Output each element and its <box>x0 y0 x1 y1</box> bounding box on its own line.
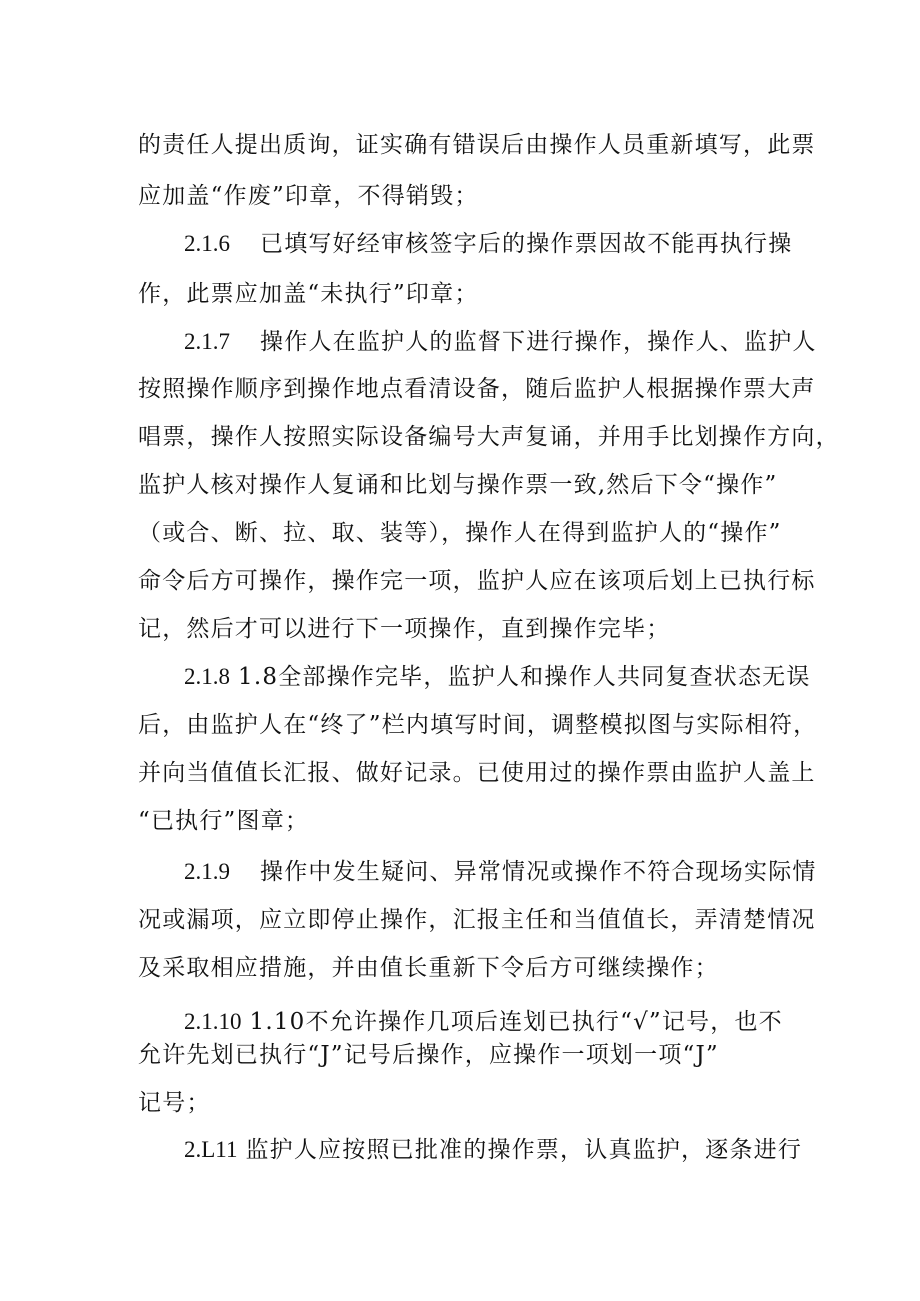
clause-number: 2.L11 <box>184 1137 238 1162</box>
line-text: 监护人应按照已批准的操作票，认真监护，逐条进行 <box>245 1137 803 1163</box>
text-line <box>138 904 816 936</box>
line-text: （或合、断、拉、取、装等），操作人在得到监护人的“操作” <box>138 520 782 546</box>
text-line <box>138 709 818 741</box>
line-text: 唱票，操作人按照实际设备编号大声复诵，并用手比划操作方向， <box>138 424 840 450</box>
line-text: 应加盖“作废”印章，不得销毁； <box>138 183 479 209</box>
text-line <box>138 613 798 645</box>
line-text: “已执行”图章； <box>138 808 310 834</box>
text-line <box>138 129 816 161</box>
text-line <box>138 805 798 837</box>
clause-2-1-7 <box>184 326 844 358</box>
clause-number: 2.1.8 <box>184 664 230 689</box>
line-text: 及采取相应措施，并由值长重新下令后方可继续操作； <box>138 955 719 981</box>
line-text: 1.8全部操作完毕，监护人和操作人共同复查状态无误 <box>238 664 811 690</box>
line-text: 操作中发生疑问、异常情况或操作不符合现场实际情 <box>260 859 817 885</box>
clause-number: 2.1.7 <box>184 329 230 354</box>
line-text: 的责任人提出质询，证实确有错误后由操作人员重新填写，此票 <box>138 132 816 158</box>
text-line <box>138 565 816 597</box>
line-text: 已填写好经审核签字后的操作票因故不能再执行操 <box>260 231 793 257</box>
line-text: 况或漏项，应立即停止操作，汇报主任和当值值长，弄清楚情况 <box>138 907 816 933</box>
line-text: 并向当值值长汇报、做好记录。已使用过的操作票由监护人盖上 <box>138 760 816 786</box>
line-text: 允许先划已执行“J”记号后操作，应操作一项划一项“J” <box>138 1042 719 1068</box>
clause-2-1-10 <box>184 1006 844 1038</box>
text-line <box>138 469 798 501</box>
line-text: 按照操作顺序到操作地点看清设备，随后监护人根据操作票大声 <box>138 376 816 402</box>
text-line <box>138 180 798 212</box>
line-text: 监护人核对操作人复诵和比划与操作票一致,然后下令“操作” <box>138 472 778 498</box>
text-line <box>138 373 816 405</box>
clause-2-1-8 <box>184 661 844 693</box>
clause-number: 2.1.9 <box>184 859 230 884</box>
clause-2-1-11 <box>184 1134 844 1166</box>
text-line <box>138 1087 798 1119</box>
text-line <box>138 1039 798 1071</box>
clause-2-1-6 <box>184 228 844 260</box>
clause-number: 2.1.10 <box>184 1009 242 1034</box>
line-text: 命令后方可操作，操作完一项，监护人应在该项后划上已执行标 <box>138 568 816 594</box>
line-text: 1.10不允许操作几项后连划已执行“√”记号，也不 <box>249 1009 783 1035</box>
line-text: 记，然后才可以进行下一项操作，直到操作完毕； <box>138 616 671 642</box>
text-line <box>138 421 840 453</box>
line-text: 后，由监护人在“终了”栏内填写时间，调整模拟图与实际相符， <box>138 712 818 738</box>
line-text: 作，此票应加盖“未执行”印章； <box>138 281 479 307</box>
line-text: 记号； <box>138 1090 211 1116</box>
clause-2-1-9 <box>184 856 844 888</box>
line-text: 操作人在监护人的监督下进行操作，操作人、监护人 <box>260 329 817 355</box>
text-line <box>138 952 798 984</box>
text-line <box>138 517 798 549</box>
text-line <box>138 757 816 789</box>
clause-number: 2.1.6 <box>184 231 230 256</box>
text-line <box>138 278 798 310</box>
